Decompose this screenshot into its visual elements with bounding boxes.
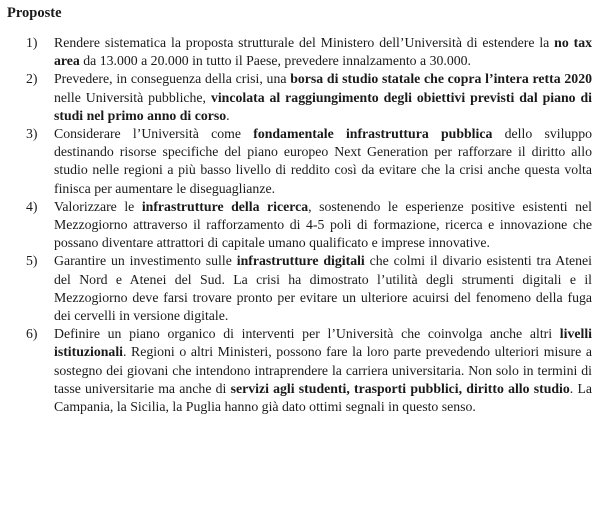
proposal-bold-text: vincolata al raggiungimento degli obiettivi previsti dal piano di studi nel primo anno di corso xyxy=(54,89,592,123)
proposal-number: 5) xyxy=(26,253,38,269)
proposal-bold-text: infrastrutture della ricerca xyxy=(141,198,309,214)
proposal-text: Prevedere, in conseguenza della crisi, una xyxy=(54,71,291,87)
proposal-item xyxy=(7,70,592,125)
proposal-number: 1) xyxy=(26,35,38,50)
proposal-number: 6) xyxy=(26,326,38,342)
proposal-text: dello sviluppo destinando risorse specifiche del piano europeo Next Generation per rafforzare il diritto allo studio nelle regioni a più basso livello di reddito così da evitare che la crisi anche questa volta finisca per aumentare le diseguaglianze. xyxy=(54,126,593,196)
proposal-bold-text: infrastrutture digitali xyxy=(236,253,365,269)
proposal-text: da 13.000 a 20.000 in tutto il Paese, prevedere innalzamento a 30.000. xyxy=(79,53,471,69)
proposal-text: . La Campania, la Sicilia, la Puglia hanno già dato ottimi segnali in questo senso. xyxy=(54,380,593,415)
proposal-text: Definire un piano organico di interventi per l’Università che coinvolga anche altri xyxy=(54,326,560,342)
proposal-item xyxy=(7,125,592,198)
proposal-number: 3) xyxy=(26,126,38,142)
proposal-number: 4) xyxy=(26,198,38,214)
proposal-item xyxy=(7,325,592,416)
section-heading: Proposte xyxy=(7,5,62,21)
proposal-text: Garantire un investimento sulle xyxy=(54,253,237,269)
proposal-item xyxy=(7,34,592,70)
proposal-text: . Regioni o altri Ministeri, possono fare la loro parte prevedendo ulteriori misure a sostegno dei giovani che intendono intraprendere la carriera universitaria. Non solo in termini di tasse universitarie ma anche di xyxy=(54,344,592,396)
proposal-text: . xyxy=(226,107,230,123)
proposal-number: 2) xyxy=(26,71,38,87)
proposal-text: , sostenendo le esperienze positive esistenti nel Mezzogiorno attraverso il rafforzamento di 4-5 poli di formazione, ricerca e innovazione che possano diventare attrattori di capitale umano qualificato e imprese innovative. xyxy=(54,198,592,251)
proposal-text: Considerare l’Università come xyxy=(54,126,254,142)
proposal-bold-text: borsa di studio statale che copra l’intera retta 2020 xyxy=(290,71,592,87)
proposal-item xyxy=(7,252,592,325)
proposals-list xyxy=(7,34,592,416)
proposal-item xyxy=(7,198,592,253)
proposal-text: che colmi il divario esistenti tra Atenei del Nord e Atenei del Sud. La crisi ha dimostrato l’utilità degli strumenti digitali e il Mezzogiorno deve farsi trovare pronto per evitare un ulteriore acuirsi del fenomeno della fuga dei cervelli in versione digitale. xyxy=(54,253,593,324)
proposal-bold-text: fondamentale infrastruttura pubblica xyxy=(253,126,493,142)
proposal-bold-text: servizi agli studenti, trasporti pubblici, diritto allo studio xyxy=(230,380,570,396)
proposal-text: Valorizzare le xyxy=(54,198,142,214)
proposal-text: nelle Università pubbliche, xyxy=(54,89,211,105)
proposal-bold-text: no tax area xyxy=(54,35,592,69)
proposal-text: Rendere sistematica la proposta strutturale del Ministero dell’Università di estendere la xyxy=(54,35,555,50)
proposal-bold-text: livelli istituzionali xyxy=(54,326,592,360)
